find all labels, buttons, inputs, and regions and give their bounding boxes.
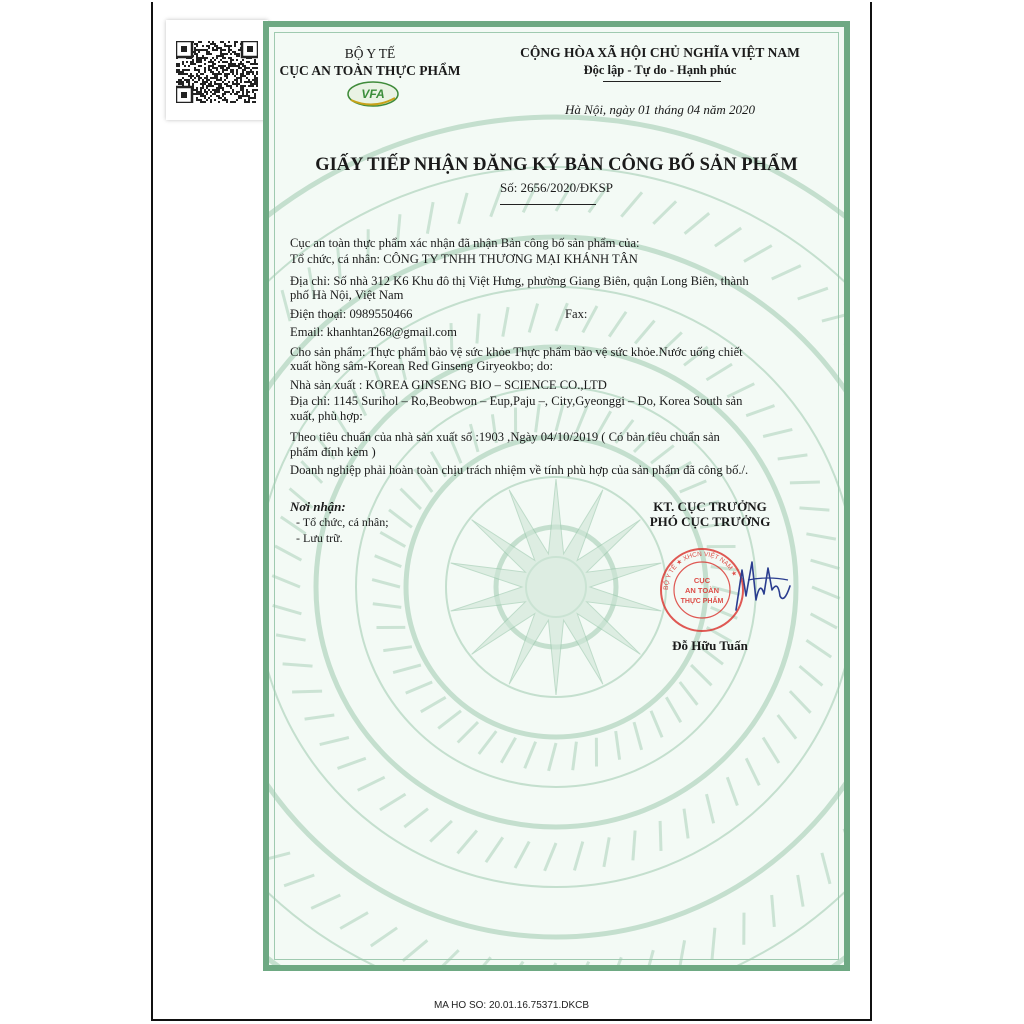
vfa-logo-text: VFA — [361, 87, 385, 101]
stamp-line: AN TOÀN — [684, 586, 720, 595]
vfa-logo — [345, 78, 401, 108]
email: Email: khanhtan268@gmail.com — [290, 325, 457, 339]
stamp-ring-text: BỘ Y TẾ ★ XHCN VIỆT NAM ★ — [662, 550, 738, 591]
manufacturer-address-2: xuất, phù hợp: — [290, 409, 363, 423]
fax: Fax: — [565, 307, 588, 321]
agency-name: CỤC AN TOÀN THỰC PHẨM — [279, 63, 461, 78]
product-line-2: xuất hồng sâm-Korean Red Ginseng Giryeokbo; do: — [290, 359, 554, 373]
recipient-item: - Tổ chức, cá nhân; — [296, 515, 389, 529]
address-line-1: Địa chỉ: Số nhà 312 K6 Khu đô thị Việt Hưng, phường Giang Biên, quận Long Biên, thành — [290, 274, 749, 288]
manufacturer-address-1: Địa chỉ: 1145 Surihol – Ro,Beobwon – Eup,Paju –, City,Gyeonggi – Do, Korea South sản — [290, 394, 743, 408]
document-title: GIẤY TIẾP NHẬN ĐĂNG KÝ BẢN CÔNG BỐ SẢN PHẨM — [315, 155, 798, 175]
recipients-heading: Nơi nhận: — [290, 499, 346, 514]
handwritten-signature — [728, 550, 798, 620]
national-motto: Độc lập - Tự do - Hạnh phúc — [583, 63, 737, 77]
intro-text: Cục an toàn thực phẩm xác nhận đã nhận Bản công bố sản phẩm của: — [290, 236, 640, 250]
manufacturer: Nhà sản xuất : KOREA GINSENG BIO – SCIENCE CO.,LTD — [290, 378, 607, 392]
organization: Tổ chức, cá nhân: CÔNG TY TNHH THƯƠNG MẠI KHÁNH TÂN — [290, 252, 638, 266]
stamp-line: CỤC — [693, 576, 711, 585]
address-line-2: phố Hà Nội, Việt Nam — [290, 288, 404, 302]
document-number: Số: 2656/2020/ĐKSP — [499, 180, 614, 195]
stamp-line: THỰC PHẨM — [680, 598, 724, 605]
responsibility-statement: Doanh nghiệp phải hoàn toàn chịu trách nhiệm về tính phù hợp của sản phẩm đã công bố./. — [290, 463, 749, 477]
issue-date: Hà Nội, ngày 01 tháng 04 năm 2020 — [565, 102, 755, 117]
signer-name: Đỗ Hữu Tuấn — [672, 638, 748, 653]
product-line-1: Cho sản phẩm: Thực phẩm bảo vệ sức khỏe Thực phẩm bảo vệ sức khỏe.Nước uống chiết — [290, 345, 743, 359]
signer-title-2: PHÓ CỤC TRƯỞNG — [649, 514, 771, 529]
country-name: CỘNG HÒA XÃ HỘI CHỦ NGHĨA VIỆT NAM — [520, 45, 800, 60]
ministry-name: BỘ Y TẾ — [344, 46, 396, 61]
signer-title-1: KT. CỤC TRƯỞNG — [653, 499, 767, 514]
standard-line-2: phẩm đính kèm ) — [290, 445, 376, 459]
recipient-item: - Lưu trữ. — [296, 531, 343, 545]
title-underline — [500, 204, 596, 205]
qr-code — [166, 20, 268, 120]
record-code: MA HO SO: 20.01.16.75371.DKCB — [433, 1000, 590, 1011]
motto-underline — [603, 81, 721, 82]
standard-line-1: Theo tiêu chuẩn của nhà sản xuất số :1903 ,Ngày 04/10/2019 ( Có bản tiêu chuẩn sản — [290, 430, 720, 444]
phone: Điện thoại: 0989550466 — [290, 307, 413, 321]
